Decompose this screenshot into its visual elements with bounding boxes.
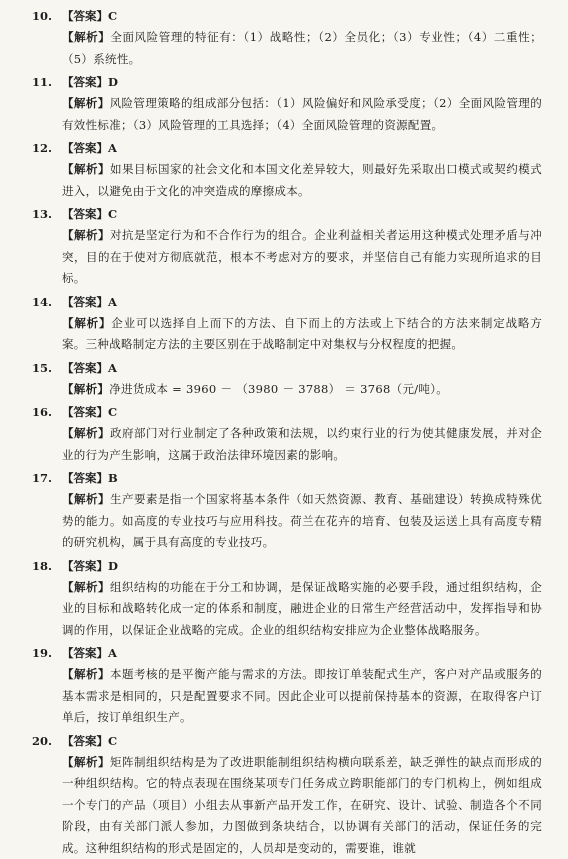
answer-item xyxy=(32,643,542,729)
question-number: 14. xyxy=(32,292,62,313)
answer-item xyxy=(32,6,542,70)
explanation-label: 【解析】 xyxy=(62,755,110,769)
explanation-text: 净进货成本 = 3960 － （3980 － 3788） ＝ 3768（元/吨）。 xyxy=(109,382,448,396)
explanation-text: 风险管理策略的组成部分包括：（1）风险偏好和风险承受度；（2）全面风险管理的有效性标准；（3）风险管理的工具选择；（4）全面风险管理的资源配置。 xyxy=(62,96,542,132)
answer-label: 【答案】A xyxy=(62,141,117,155)
explanation xyxy=(32,159,542,202)
question-number: 13. xyxy=(32,204,62,225)
explanation-label: 【解析】 xyxy=(62,382,109,396)
explanation xyxy=(32,27,542,70)
question-number: 19. xyxy=(32,643,62,664)
answer-item xyxy=(32,204,542,290)
explanation xyxy=(32,577,542,642)
explanation xyxy=(32,752,542,859)
explanation-text: 组织结构的功能在于分工和协调，是保证战略实施的必要手段，通过组织结构，企业的目标和战略转化成一定的体系和制度，融进企业的日常生产经营活动中，发挥指导和协调的作用，以保证企业战略的完成。企业的组织结构安排应为企业整体战略服务。 xyxy=(62,580,542,637)
answer-label: 【答案】A xyxy=(62,646,117,660)
explanation-label: 【解析】 xyxy=(62,30,110,44)
answer-label: 【答案】C xyxy=(62,9,117,23)
explanation xyxy=(32,93,542,136)
answer-line xyxy=(32,358,542,379)
explanation xyxy=(32,379,542,401)
answer-line xyxy=(32,6,542,27)
question-number: 11. xyxy=(32,72,62,93)
answer-item xyxy=(32,72,542,136)
question-number: 18. xyxy=(32,556,62,577)
answer-item xyxy=(32,358,542,401)
answer-label: 【答案】C xyxy=(62,734,117,748)
answer-label: 【答案】C xyxy=(62,405,117,419)
explanation-label: 【解析】 xyxy=(62,492,110,506)
explanation xyxy=(32,489,542,554)
answer-line xyxy=(32,138,542,159)
explanation-text: 对抗是坚定行为和不合作行为的组合。企业利益相关者运用这种模式处理矛盾与冲突，目的在于使对方彻底就范，根本不考虑对方的要求，并坚信自己有能力实现所追求的目标。 xyxy=(62,228,542,285)
answer-line xyxy=(32,72,542,93)
answer-item xyxy=(32,468,542,554)
answer-line xyxy=(32,292,542,313)
explanation-text: 企业可以选择自上而下的方法、自下而上的方法或上下结合的方法来制定战略方案。三种战略制定方法的主要区别在于战略制定中对集权与分权程度的把握。 xyxy=(62,316,542,352)
explanation-label: 【解析】 xyxy=(62,580,110,594)
explanation-text: 全面风险管理的特征有：（1）战略性；（2）全员化；（3）专业性；（4）二重性；（5）系统性。 xyxy=(62,30,542,66)
question-number: 16. xyxy=(32,402,62,423)
explanation-label: 【解析】 xyxy=(62,228,110,242)
explanation-label: 【解析】 xyxy=(62,96,110,110)
answer-label: 【答案】D xyxy=(62,75,118,89)
explanation-label: 【解析】 xyxy=(62,162,110,176)
answer-line xyxy=(32,402,542,423)
answer-label: 【答案】A xyxy=(62,361,117,375)
explanation xyxy=(32,664,542,729)
explanation-text: 如果目标国家的社会文化和本国文化差异较大，则最好先采取出口模式或契约模式进入，以避免由于文化的冲突造成的摩擦成本。 xyxy=(62,162,542,198)
answer-list xyxy=(32,6,542,859)
answer-label: 【答案】D xyxy=(62,559,118,573)
answer-line xyxy=(32,468,542,489)
answer-item xyxy=(32,556,542,642)
explanation-text: 生产要素是指一个国家将基本条件（如天然资源、教育、基础建设）转换成特殊优势的能力。如高度的专业技巧与应用科技。荷兰在花卉的培育、包装及运送上具有高度专精的研究机构，属于具有高度的专业技巧。 xyxy=(62,492,542,549)
explanation-text: 政府部门对行业制定了各种政策和法规，以约束行业的行为使其健康发展，并对企业的行为产生影响，这属于政治法律环境因素的影响。 xyxy=(62,426,542,462)
answer-item xyxy=(32,402,542,466)
answer-item xyxy=(32,138,542,202)
question-number: 12. xyxy=(32,138,62,159)
answer-line xyxy=(32,556,542,577)
answer-line xyxy=(32,204,542,225)
question-number: 20. xyxy=(32,731,62,752)
question-number: 10. xyxy=(32,6,62,27)
explanation xyxy=(32,225,542,290)
question-number: 17. xyxy=(32,468,62,489)
answer-label: 【答案】A xyxy=(62,295,117,309)
explanation-text: 本题考核的是平衡产能与需求的方法。即按订单装配式生产，客户对产品或服务的基本需求是相同的，只是配置要求不同。因此企业可以提前保持基本的资源，在取得客户订单后，按订单组织生产。 xyxy=(62,667,542,724)
answer-line xyxy=(32,643,542,664)
question-number: 15. xyxy=(32,358,62,379)
answer-line xyxy=(32,731,542,752)
explanation-text: 矩阵制组织结构是为了改进职能制组织结构横向联系差，缺乏弹性的缺点而形成的一种组织结构。它的特点表现在围绕某项专门任务成立跨职能部门的专门机构上，例如组成一个专门的产品（项目）小组去从事新产品开发工作，在研究、设计、试验、制造各个不同阶段，由有关部门派人参加，力图做到条块结合，以协调有关部门的活动，保证任务的完成。这种组织结构的形式是固定的，人员却是变动的，需要谁，谁就 xyxy=(62,755,542,855)
answer-label: 【答案】B xyxy=(62,471,118,485)
answer-item xyxy=(32,731,542,859)
answer-label: 【答案】C xyxy=(62,207,117,221)
explanation xyxy=(32,423,542,466)
answer-item xyxy=(32,292,542,356)
explanation-label: 【解析】 xyxy=(62,426,110,440)
explanation-label: 【解析】 xyxy=(62,667,110,681)
explanation xyxy=(32,313,542,356)
explanation-label: 【解析】 xyxy=(62,316,111,330)
